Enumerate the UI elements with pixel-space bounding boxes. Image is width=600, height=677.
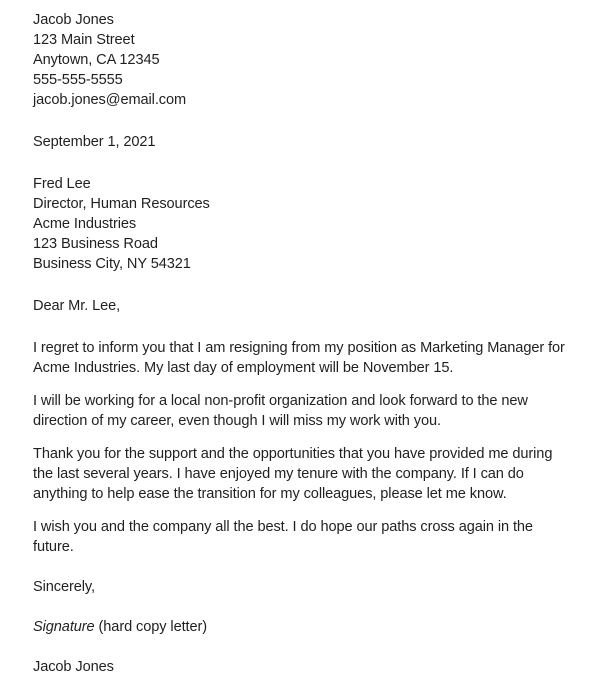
sender-phone: 555-555-5555 <box>33 72 123 88</box>
signer-name: Jacob Jones <box>33 659 114 675</box>
salutation: Dear Mr. Lee, <box>33 298 121 314</box>
signature-italic-label: Signature <box>33 619 95 635</box>
signature-note: (hard copy letter) <box>94 619 208 635</box>
recipient-title: Director, Human Resources <box>33 196 210 212</box>
sender-email: jacob.jones@email.com <box>33 92 187 108</box>
letter-date: September 1, 2021 <box>33 134 156 150</box>
recipient-city-state-zip: Business City, NY 54321 <box>33 256 191 272</box>
body-paragraph-3: Thank you for the support and the opportunities that you have provided me during the last several years. I have enjoyed my tenure with the company. If I can do anything to help ease the transition for my colleagues, please let me know. <box>33 446 553 502</box>
recipient-street: 123 Business Road <box>33 236 158 252</box>
recipient-name: Fred Lee <box>33 176 91 192</box>
recipient-company: Acme Industries <box>33 216 137 232</box>
sender-name: Jacob Jones <box>33 12 114 28</box>
sender-street: 123 Main Street <box>33 32 135 48</box>
body-paragraph-1: I regret to inform you that I am resigning from my position as Marketing Manager for Acme Industries. My last day of employment will be November 15. <box>33 340 565 376</box>
closing-salutation: Sincerely, <box>33 579 95 595</box>
signature-line <box>33 617 567 637</box>
body-paragraph-4: I wish you and the company all the best. I do hope our paths cross again in the future. <box>33 519 533 555</box>
sender-address-block <box>33 10 567 110</box>
body-paragraph-2: I will be working for a local non-profit organization and look forward to the new direction of my career, even though I will miss my work with you. <box>33 393 528 429</box>
sender-city-state-zip: Anytown, CA 12345 <box>33 52 160 68</box>
recipient-address-block <box>33 174 567 274</box>
